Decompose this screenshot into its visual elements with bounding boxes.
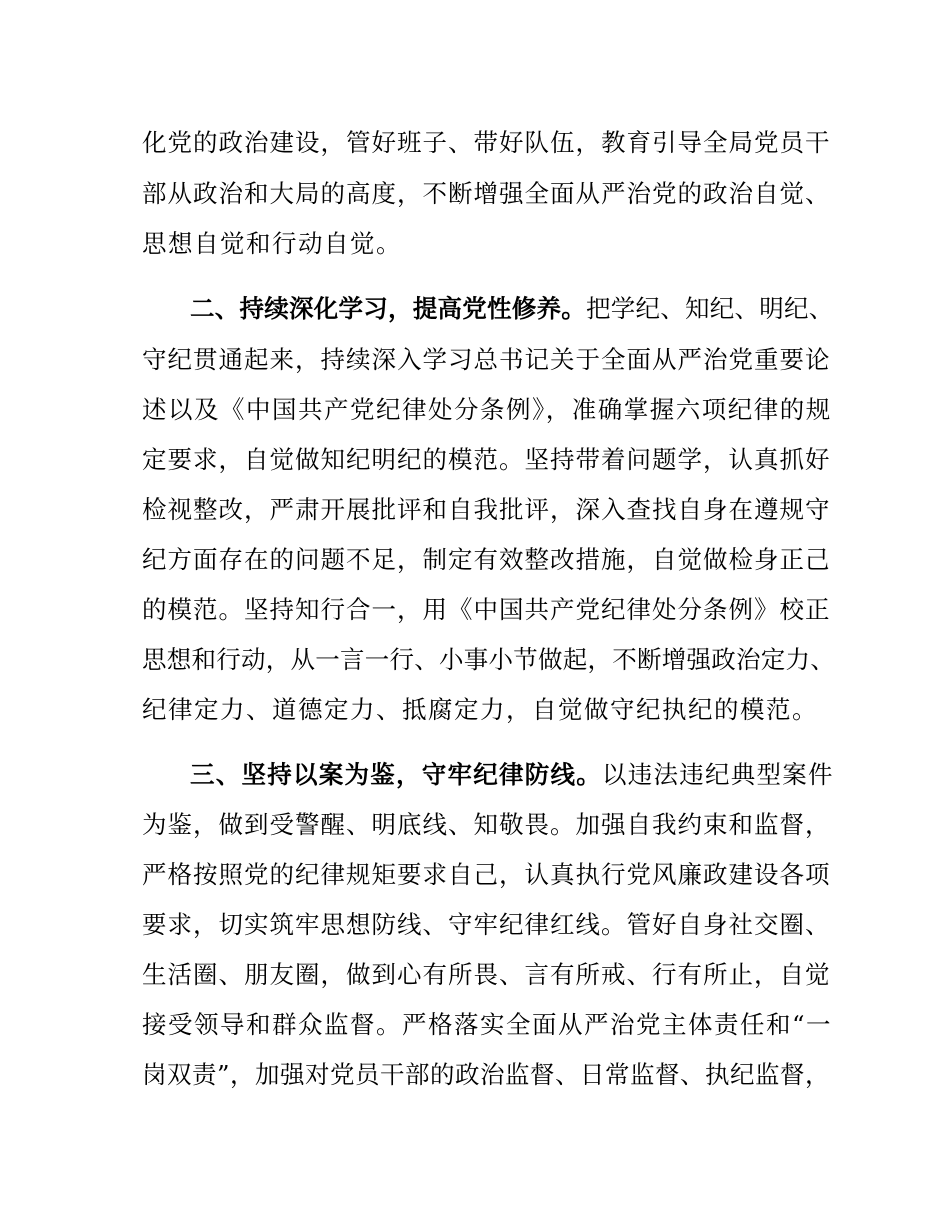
paragraph-2-line-8: 思想和行动，从一言一行、小事小节做起，不断增强政治定力、 [142,645,835,674]
paragraph-2-first-line [190,292,834,326]
paragraph-2-first-line-text: 把学纪、知纪、明纪、 [586,294,834,323]
paragraph-1-line-3: 思想自觉和行动自觉。 [142,229,402,258]
paragraph-2-line-6: 纪方面存在的问题不足，制定有效整改措施，自觉做检身正己 [142,545,831,574]
paragraph-3-heading: 三、坚持以案为鉴，守牢纪律防线。 [190,760,602,789]
paragraph-2-line-4: 定要求，自觉做知纪明纪的模范。坚持带着问题学，认真抓好 [142,445,831,474]
paragraph-2-line-3: 述以及《中国共产党纪律处分条例》，准确掌握六项纪律的规 [142,395,832,424]
paragraph-1-line-1: 化党的政治建设，管好班子、带好队伍，教育引导全局党员干 [142,128,831,157]
paragraph-3-line-6: 接受领导和群众监督。严格落实全面从严治党主体责任和“一 [142,1010,833,1039]
paragraph-2-line-9: 纪律定力、道德定力、抵腐定力，自觉做守纪执纪的模范。 [142,695,818,724]
paragraph-1-line-2: 部从政治和大局的高度，不断增强全面从严治党的政治自觉、 [142,179,831,208]
paragraph-2-line-5: 检视整改，严肃开展批评和自我批评，深入查找自身在遵规守 [142,495,831,524]
paragraph-3-line-5: 生活圈、朋友圈，做到心有所畏、言有所戒、行有所止，自觉 [142,960,831,989]
paragraph-3-line-7: 岗双责”，加强对党员干部的政治监督、日常监督、执纪监督， [142,1060,831,1089]
paragraph-3-line-3: 严格按照党的纪律规矩要求自己，认真执行党风廉政建设各项 [142,860,831,889]
paragraph-3-first-line [190,758,834,792]
paragraph-2-heading: 二、持续深化学习，提高党性修养。 [190,294,586,323]
paragraph-2-line-2: 守纪贯通起来，持续深入学习总书记关于全面从严治党重要论 [142,345,831,374]
paragraph-2-line-7: 的模范。坚持知行合一，用《中国共产党纪律处分条例》校正 [142,595,831,624]
paragraph-3-line-4: 要求，切实筑牢思想防线、守牢纪律红线。管好自身社交圈、 [142,910,831,939]
paragraph-3-first-line-text: 以违法违纪典型案件 [602,760,834,789]
paragraph-3-line-2: 为鉴，做到受警醒、明底线、知敬畏。加强自我约束和监督， [142,810,831,839]
